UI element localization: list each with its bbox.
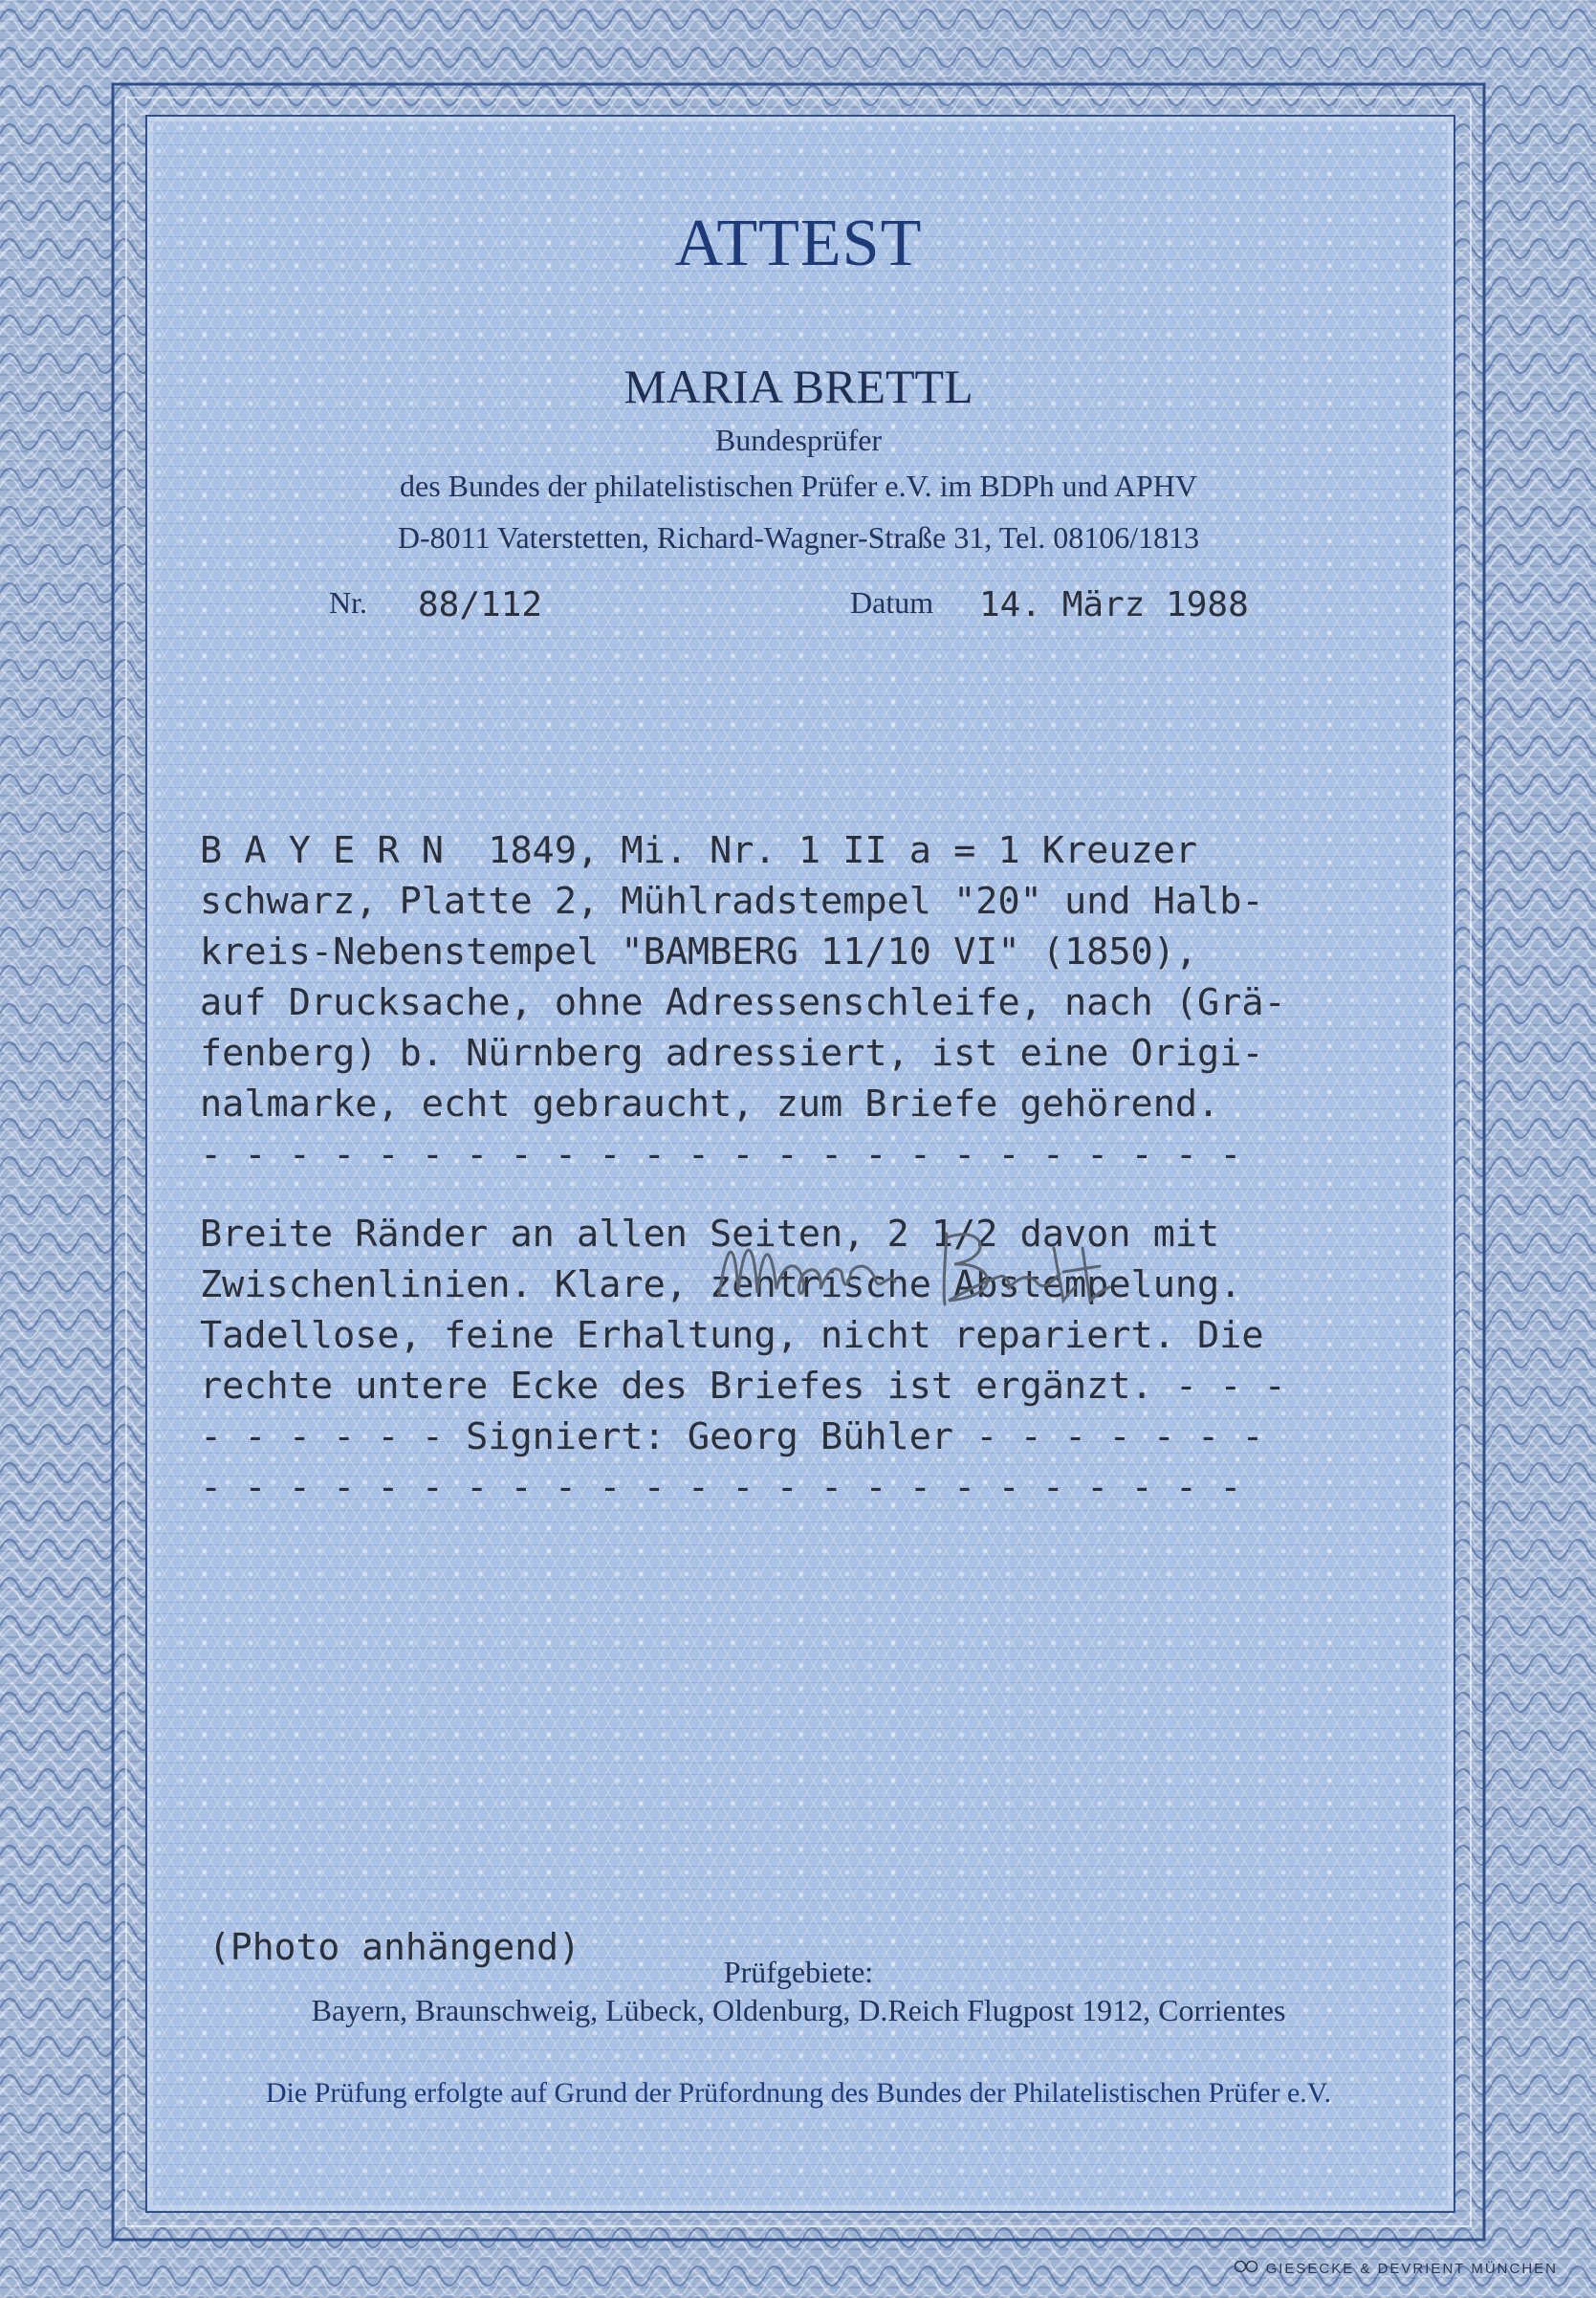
- printer-logo-icon: [1234, 2260, 1258, 2277]
- date-value: 14. März 1988: [979, 585, 1249, 624]
- date-label: Datum: [850, 585, 934, 620]
- photo-note: (Photo anhängend): [208, 1926, 580, 1968]
- examiner-signature: [708, 1205, 1205, 1329]
- examiner-name: MARIA BRETTL: [623, 360, 973, 413]
- association-line: des Bundes der philatelistischen Prüfer e.V. im BDPh und APHV: [399, 469, 1197, 503]
- examiner-role: Bundesprüfer: [714, 423, 883, 457]
- printer-imprint: [1234, 2260, 1558, 2277]
- printer-name: GIESECKE & DEVRIENT MÜNCHEN: [1265, 2261, 1558, 2277]
- condition-description: Breite Ränder an allen Seiten, 2 1/2 davon mit Zwischenlinien. Klare, zentrische Abstempelung. Tadellose, feine Erhaltung, nicht repariert. Die rechte untere Ecke des Briefes ist ergänzt. - - - - - - - - - Signiert: Georg Bühler - - - - - - - - - - - - - - - - - - - - - - - - - - - - - - -: [200, 1213, 1286, 1509]
- examination-areas-list: Bayern, Braunschweig, Lübeck, Oldenburg, D.Reich Flugpost 1912, Corrientes: [311, 1993, 1286, 2027]
- certificate-title: ATTEST: [674, 207, 923, 280]
- examination-areas-heading: Prüfgebiete:: [723, 1955, 874, 1989]
- stamp-description: B A Y E R N 1849, Mi. Nr. 1 II a = 1 Kreuzer schwarz, Platte 2, Mühlradstempel "20" und Halb- kreis-Nebenstempel "BAMBERG 11/10 VI" (1850), auf Drucksache, ohne Adressenschleife, nach (Grä- fenberg) b. Nürnberg adressiert, ist eine Origi- nalmarke, echt gebraucht, zum Briefe gehörend. - - - - - - - - - - - - - - - - - - - - - - - -: [200, 829, 1286, 1176]
- address-line: D-8011 Vaterstetten, Richard-Wagner-Straße 31, Tel. 08106/1813: [397, 520, 1200, 555]
- number-label: Nr.: [329, 585, 367, 620]
- number-value: 88/112: [418, 585, 543, 624]
- examination-basis: Die Prüfung erfolgte auf Grund der Prüfordnung des Bundes der Philatelistischen Prüfer e.V.: [265, 2077, 1332, 2109]
